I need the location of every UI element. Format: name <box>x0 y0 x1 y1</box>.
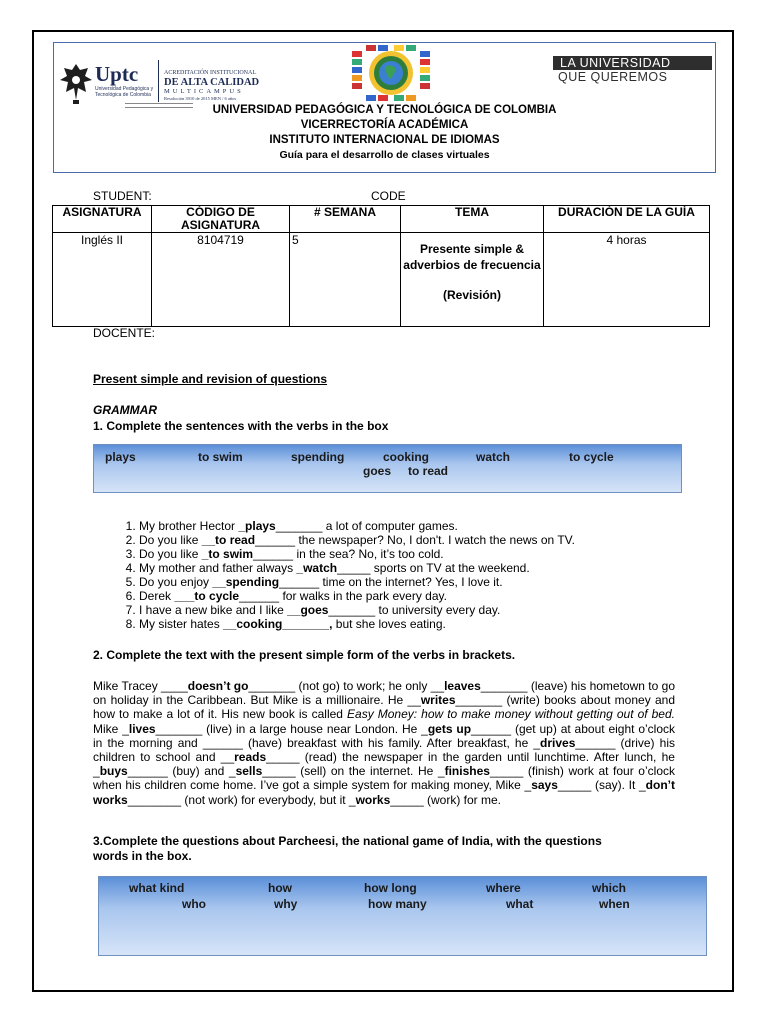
verb-word: to swim <box>198 450 243 464</box>
logo-divider <box>158 60 159 102</box>
sentence-list <box>93 519 699 631</box>
course-info-table <box>52 205 710 327</box>
paragraph-text: ______ (get up) at about eight o’clock in the morning and ______ (have) breakfast with his family. After breakfast, he _ <box>93 721 676 750</box>
answer-text: lives <box>128 721 156 736</box>
table-header-row <box>53 206 710 233</box>
answer-text: drives <box>540 735 576 750</box>
paragraph-text: _____ (finish) work at four o’clock when his children come home. I’ve got a simple system for making money, Mike _ <box>93 764 675 793</box>
paragraph-text: Mike _ <box>93 721 129 736</box>
col-duracion: DURACIÓN DE LA GUÍA <box>544 206 710 233</box>
brand-line-2: QUE QUEREMOS <box>558 70 668 84</box>
question-word: how long <box>364 881 417 895</box>
paragraph-text: _______ (live) in a large house near London. He _ <box>155 721 428 736</box>
question-word: why <box>274 897 298 911</box>
paragraph-text: _____ (read) the newspaper in the garden until lunchtime. After lunch, he _ <box>93 750 675 779</box>
answer-text: writes <box>420 693 456 708</box>
question-word: when <box>599 897 630 911</box>
list-item: 6. Derek ___to cycle______ for walks in the park every day. <box>139 589 699 603</box>
grammar-heading: GRAMMAR <box>93 403 157 417</box>
answer-text: doesn’t go <box>187 679 249 693</box>
verb-word: spending <box>291 450 345 464</box>
exercise-3-title-line-2: words in the box. <box>93 849 192 863</box>
paragraph-text: _____ (work) for me. <box>390 792 501 807</box>
list-item: 2. Do you like __to read______ the newspaper? No, I don't. I watch the news on TV. <box>139 533 699 547</box>
exercise-2-text <box>93 679 675 807</box>
question-word: where <box>486 881 521 895</box>
question-word: how <box>268 881 292 895</box>
brand-line-1: LA UNIVERSIDAD <box>553 56 712 70</box>
col-semana: # SEMANA <box>290 206 401 233</box>
paragraph-text: _______ (leave) his hometown to go on holiday in the Caribbean. But Mike is a millionaire. He __ <box>93 679 675 708</box>
cell-asignatura: Inglés II <box>53 233 152 327</box>
institute-seal-logo <box>350 45 432 103</box>
cell-tema: Presente simple & adverbios de frecuencia (Revisión) <box>401 233 544 327</box>
cell-duracion: 4 horas <box>544 233 710 327</box>
paragraph-text: Easy Money: how to make money without getting out of bed. <box>347 707 675 722</box>
col-tema: TEMA <box>401 206 544 233</box>
table-row <box>53 233 710 327</box>
list-item: 3. Do you like _to swim______ in the sea? No, it’s too cold. <box>139 547 699 561</box>
answer-text: buys <box>99 764 128 779</box>
col-asignatura: ASIGNATURA <box>53 206 152 233</box>
university-title: UNIVERSIDAD PEDAGÓGICA Y TECNOLÓGICA DE COLOMBIA <box>212 104 557 116</box>
guide-subtitle: Guía para el desarrollo de clases virtuales <box>279 149 490 161</box>
section-title: Present simple and revision of questions <box>93 372 328 386</box>
cell-codigo: 8104719 <box>152 233 290 327</box>
code-label: CODE <box>371 189 406 203</box>
list-item: 4. My mother and father always _watch_____ sports on TV at the weekend. <box>139 561 699 575</box>
answer-text: works <box>355 792 391 807</box>
question-word: how many <box>368 897 427 911</box>
answer-text: reads <box>234 750 267 765</box>
answer-text: finishes <box>444 764 490 779</box>
verb-word: goes <box>363 464 392 478</box>
cell-semana: 5 <box>290 233 401 327</box>
paragraph-text: ________ (not work) for everybody, but it _ <box>127 792 356 807</box>
verb-word: watch <box>476 450 511 464</box>
paragraph-text: ______ (buy) and _ <box>127 764 236 779</box>
list-item: 7. I have a new bike and I like __goes_______ to university every day. <box>139 603 699 617</box>
uptc-logo-text: Uptc <box>95 62 139 86</box>
question-word: what kind <box>129 881 185 895</box>
verb-word: to cycle <box>569 450 614 464</box>
question-word: which <box>592 881 627 895</box>
uptc-logo-subtitle: Universidad Pedagógica y Tecnológica de Colombia <box>95 86 154 98</box>
answer-text: says <box>531 778 558 793</box>
paragraph-text: ______ (drive) his children to school and __ <box>93 735 675 765</box>
answer-text: leaves <box>444 679 481 693</box>
accreditation-block: ACREDITACIÓN INSTITUCIONAL DE ALTA CALIDAD MULTICAMPUS Resolución 3910 de 2015 MEN / 6 años <box>164 70 260 101</box>
student-label: STUDENT: <box>93 189 152 203</box>
list-item: 8. My sister hates __cooking_______, but she loves eating. <box>139 617 699 631</box>
verb-word: plays <box>105 450 136 464</box>
list-item: 5. Do you enjoy __spending______ time on the internet? Yes, I love it. <box>139 575 699 589</box>
institute-title: INSTITUTO INTERNACIONAL DE IDIOMAS <box>269 134 500 146</box>
answer-text: gets up <box>427 721 472 736</box>
verb-word: to read <box>408 464 449 478</box>
question-word: who <box>182 897 206 911</box>
vice-rectory-title: VICERRECTORÍA ACADÉMICA <box>300 119 469 131</box>
paragraph-text: _____ (sell) on the internet. He _ <box>262 764 445 779</box>
paragraph-text: Mike Tracey ____ <box>93 679 188 693</box>
answer-text: sells <box>235 764 263 779</box>
paragraph-text: _______ (write) books about money and how to make a lot of it. His new book is called <box>93 693 675 722</box>
paragraph-text: _____ (say). It _ <box>557 778 646 793</box>
docente-label: DOCENTE: <box>93 326 156 340</box>
paragraph-text: _______ (not go) to work; he only __ <box>248 679 445 693</box>
uptc-eagle-logo <box>58 60 94 106</box>
question-word: what <box>506 897 534 911</box>
exercise-2-title: 2. Complete the text with the present simple form of the verbs in brackets. <box>93 648 516 662</box>
answer-text: don’t works <box>93 778 675 807</box>
verb-word: cooking <box>383 450 430 464</box>
exercise-3-title-line-1: 3.Complete the questions about Parcheesi, the national game of India, with the questions <box>93 834 602 848</box>
exercise-1-title: 1. Complete the sentences with the verbs in the box <box>93 419 389 433</box>
col-codigo: CÓDIGO DE ASIGNATURA <box>152 206 290 233</box>
list-item: 1. My brother Hector _plays_______ a lot of computer games. <box>139 519 699 533</box>
